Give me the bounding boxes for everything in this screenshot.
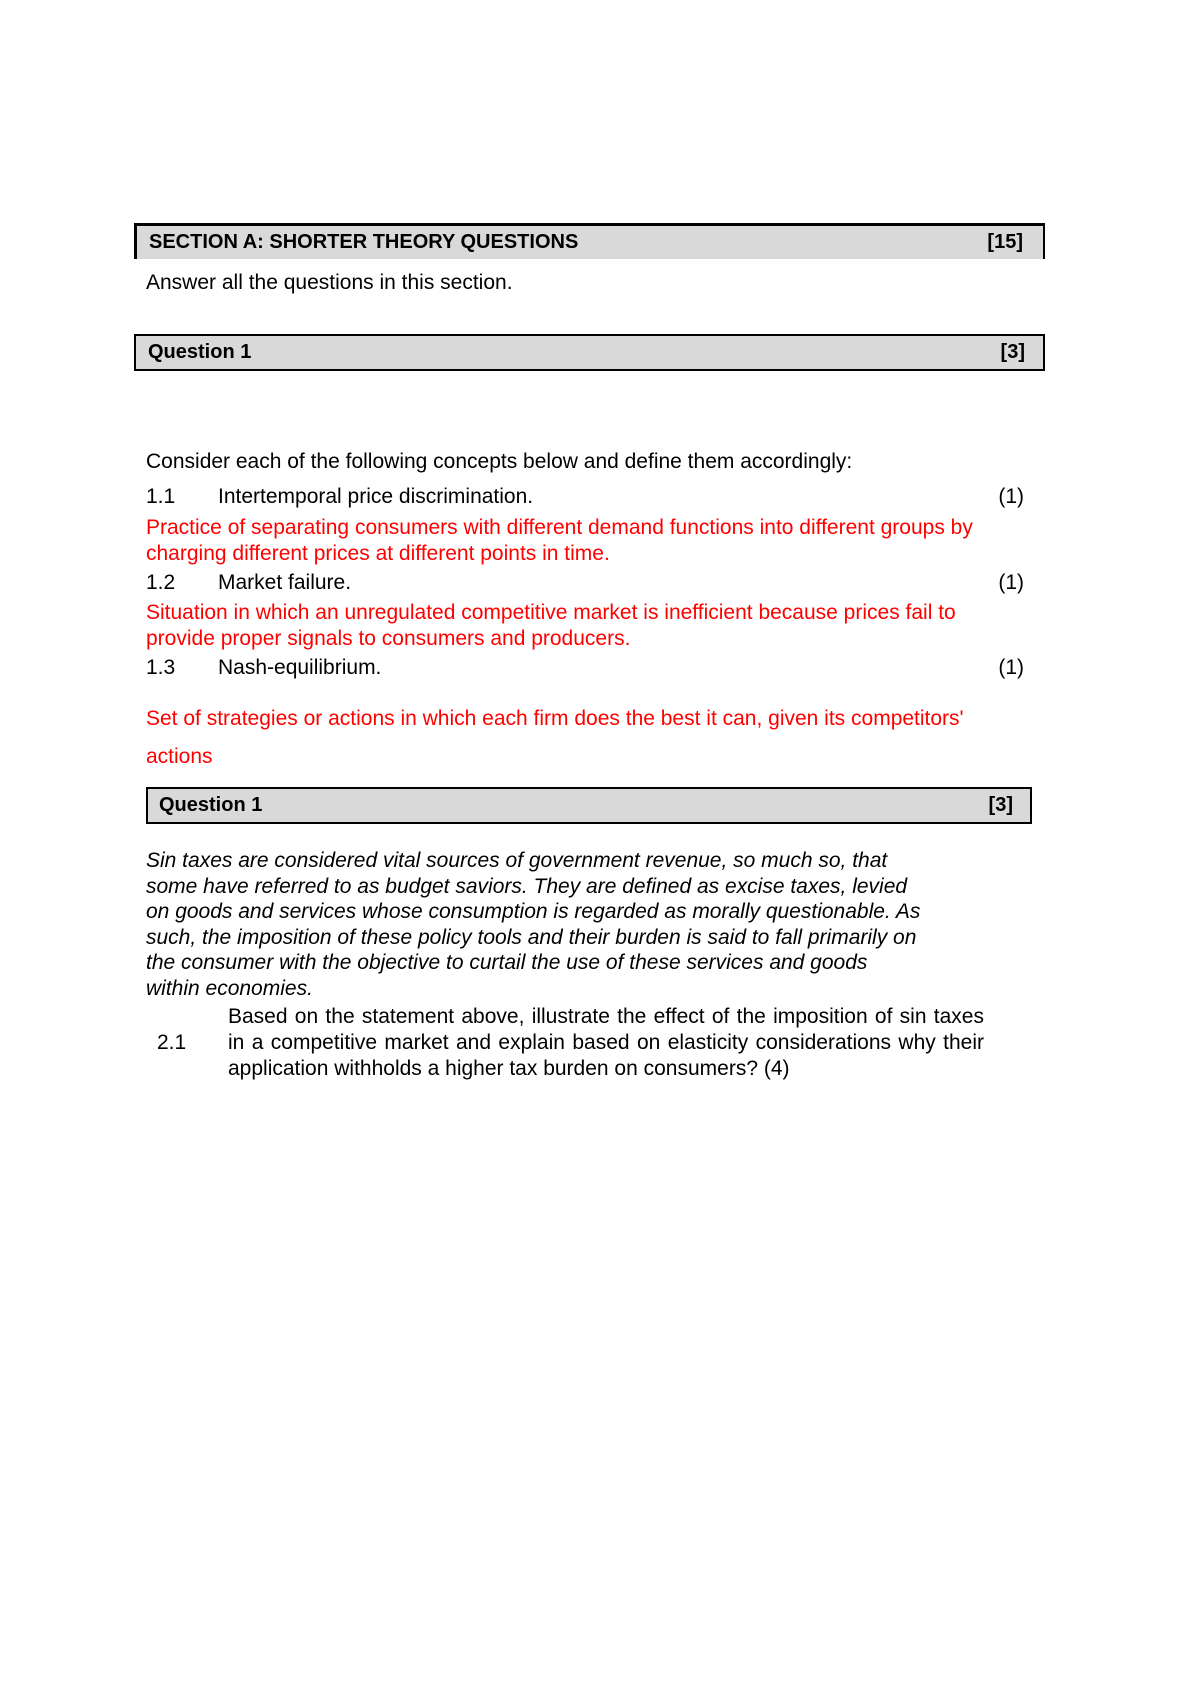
item-text-2-1: Based on the statement above, illustrate the effect of the imposition of sin taxes in a competitive market and explain based on elasticity considerations why their application withholds a higher tax burden on consumers? (4) [228,1005,984,1080]
passage-line: within economies. [146,976,313,1000]
section-instruction: Answer all the questions in this section. [146,271,513,294]
section-title: SECTION A: SHORTER THEORY QUESTIONS [149,231,579,253]
answer-line: charging different prices at different points in time. [146,542,610,565]
section-header [134,223,1045,259]
answer-1-1 [146,515,1046,567]
answer-line: Situation in which an unregulated competitive market is inefficient because prices fail to [146,601,956,624]
question-item-1-2 [146,570,1024,596]
item-text: Market failure. [218,571,352,594]
question-2-header [146,787,1032,824]
item-number: 1.2 [146,571,176,594]
passage-line: Sin taxes are considered vital sources of government revenue, so much so, that [146,849,888,872]
passage-line: the consumer with the objective to curtail the use of these services and goods [146,951,868,975]
passage-line: some have referred to as budget saviors. They are defined as excise taxes, levied [146,874,908,898]
section-marks: [15] [987,231,1023,253]
question-item-1-1 [146,484,1024,510]
passage [146,848,1006,1002]
item-marks: (1) [998,485,1024,508]
question-1-intro: Consider each of the following concepts below and define them accordingly: [146,450,853,473]
passage-line: on goods and services whose consumption is regarded as morally questionable. As [146,900,921,924]
item-marks: (1) [998,656,1024,679]
answer-line: provide proper signals to consumers and producers. [146,627,631,650]
question-1-header [134,334,1045,371]
answer-1-3 [146,700,1046,776]
item-number: 1.1 [146,485,176,508]
answer-line: Set of strategies or actions in which each firm does the best it can, given its competitors' [146,707,964,730]
answer-line: actions [146,745,213,768]
item-text: Nash-equilibrium. [218,656,382,679]
answer-line: Practice of separating consumers with different demand functions into different groups by [146,516,973,539]
item-text: Intertemporal price discrimination. [218,485,534,508]
passage-line: such, the imposition of these policy tools and their burden is said to fall primarily on [146,925,917,949]
question-1-title: Question 1 [148,341,252,363]
answer-1-2 [146,600,1046,652]
question-2-marks: [3] [988,794,1013,816]
item-number-2-1: 2.1 [157,1031,187,1054]
question-1-marks: [3] [1000,341,1025,363]
question-2-title: Question 1 [159,794,263,816]
item-number: 1.3 [146,656,176,679]
item-marks: (1) [998,571,1024,594]
question-item-1-3 [146,655,1024,681]
